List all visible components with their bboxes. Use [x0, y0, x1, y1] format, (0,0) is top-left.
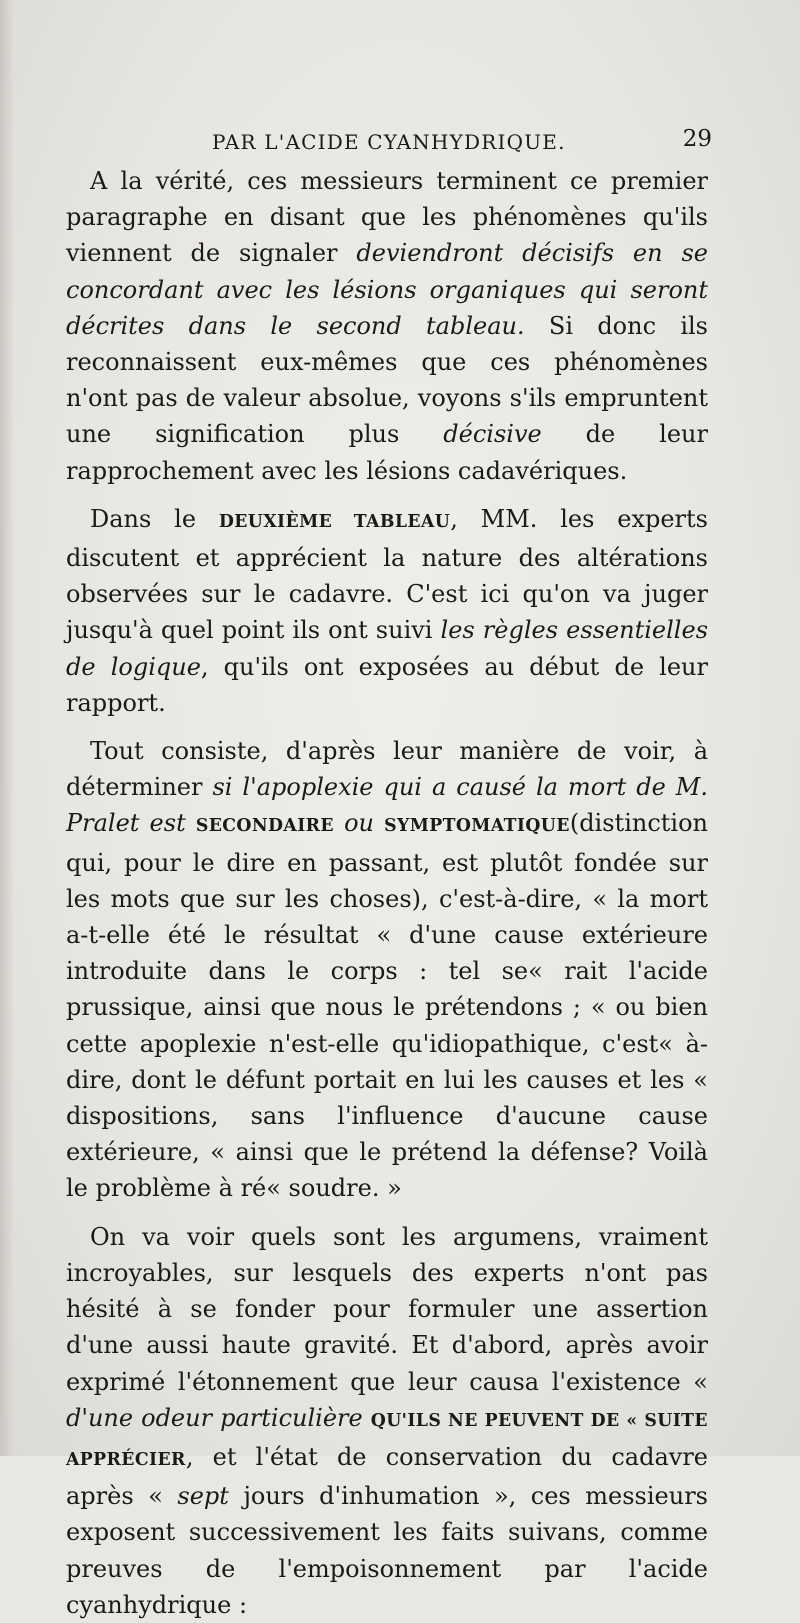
p2-text-3: , qu'ils ont exposées au début de leur rapport.	[66, 652, 708, 717]
p3-text-2: (distinction qui, pour le dire en passant, est plutôt fondée sur les mots que sur les choses), c'est-à-dire, « la mort a-t-elle été le résultat « d'une cause extérieure introduite dans le corps : tel se« rait l'acide prussique, ainsi que nous le prétendons ; « ou bien cette apoplexie n'est-elle qu'idiopathique, c'est« à-dire, dont le défunt portait en lui les causes et les « dispositions, sans l'influence d'aucune cause extérieure, « ainsi que le prétend la défense? Voilà le problème à ré« soudre. »	[66, 809, 708, 1203]
page-header	[92, 126, 712, 160]
p4-text-3: jours d'inhumation », ces messieurs exposent successivement les faits suivans, comme preuves de l'empoisonnement par l'acide cyanhydrique :	[66, 1482, 708, 1619]
p4-italic-2: sept	[177, 1482, 229, 1511]
p3-italic-1: si l'apoplexie qui a causé la mort de M. Pralet est	[66, 773, 708, 838]
p3-italic-2: ou	[333, 809, 385, 838]
p1-text-3: de leur rapprochement avec les lésions cadavériques.	[66, 420, 708, 485]
paragraph-4	[66, 1219, 708, 1623]
p1-text-2: Si donc ils reconnaissent eux-mêmes que ces phénomènes n'ont pas de valeur absolue, voyons s'ils empruntent une signification plus	[66, 311, 708, 449]
p3-text-1: Tout consiste, d'après leur manière de voir, à déterminer	[66, 737, 708, 802]
p4-text-1: On va voir quels sont les argumens, vraiment incroyables, sur lesquels des experts n'ont pas hésité à se fonder pour formuler une assertion d'une aussi haute gravité. Et d'abord, après avoir exprimé l'étonnement que leur causa l'existence «	[66, 1222, 708, 1396]
p2-italic-1: les règles essentielles de logique	[66, 616, 709, 681]
p4-smallcaps-1: QU'ILS NE PEUVENT DE « SUITE APPRÉCIER	[66, 1410, 708, 1470]
p2-text-2: , MM. les experts discutent et apprécient la nature des altérations observées sur le cadavre. C'est ici qu'on va juger jusqu'à quel point ils ont suivi	[66, 504, 708, 645]
p3-space	[186, 809, 196, 837]
page-gutter-shadow	[0, 0, 14, 1456]
running-head: PAR L'ACIDE CYANHYDRIQUE.	[212, 130, 566, 154]
p3-smallcaps-1: SECONDAIRE	[195, 816, 334, 837]
p2-smallcaps-1: DEUXIÈME TABLEAU	[218, 511, 451, 532]
p1-italic-1: deviendront décisifs en se concordant avec les lésions organiques qui seront décrites dans le second tableau.	[66, 239, 708, 340]
p3-smallcaps-2: SYMPTOMATIQUE	[384, 816, 570, 837]
page-number: 29	[682, 126, 712, 152]
body-text	[66, 163, 708, 1623]
p2-text-1: Dans le	[90, 504, 219, 533]
p1-text-1: A la vérité, ces messieurs terminent ce premier paragraphe en disant que les phénomènes qu'ils viennent de signaler	[66, 167, 708, 268]
p4-text-2: , et l'état de conservation du cadavre après «	[66, 1442, 708, 1511]
paragraph-1	[66, 163, 708, 489]
p4-space	[363, 1404, 371, 1432]
p4-italic-1: d'une odeur particulière	[66, 1403, 363, 1432]
paragraph-2	[66, 501, 708, 721]
p1-italic-2: décisive	[443, 420, 542, 449]
paragraph-3	[66, 733, 708, 1207]
